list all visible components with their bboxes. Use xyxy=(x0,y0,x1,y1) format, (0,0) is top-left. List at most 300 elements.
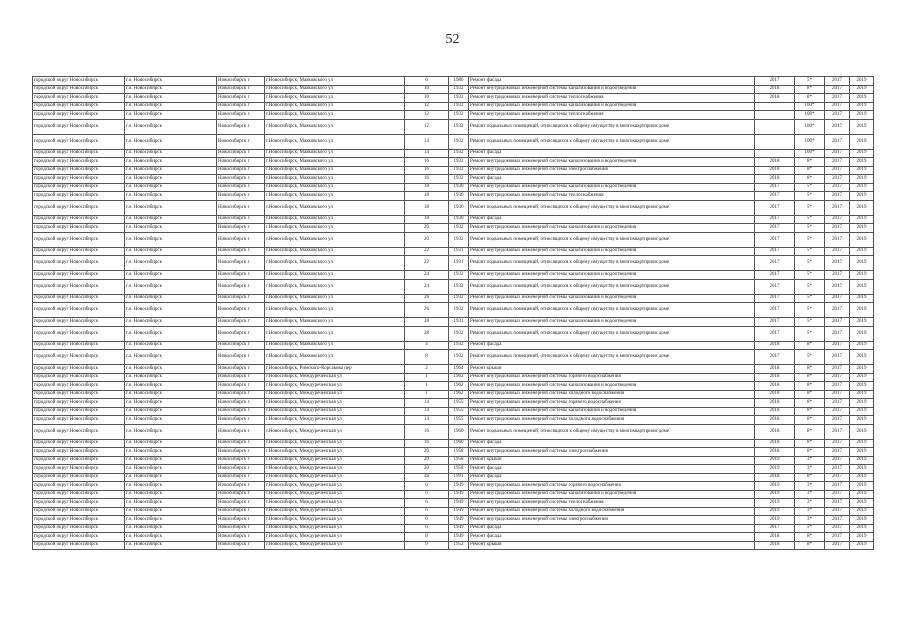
settlement-cell: Новосибирск г xyxy=(217,200,265,215)
municipal-district-cell: городской округ Новосибирск xyxy=(33,256,125,271)
address-cell: г.Новосибирск, Междуреченская ул xyxy=(265,439,405,448)
start-year-cell: 2017 xyxy=(825,524,850,533)
house-number-cell: 6 xyxy=(405,507,449,516)
settlement-cell: Новосибирск г xyxy=(217,541,265,550)
build-year-cell: 1931 xyxy=(449,318,469,327)
start-year-cell: 2017 xyxy=(825,399,850,408)
cost-share-cell: 5* xyxy=(795,294,825,303)
table-row xyxy=(33,94,874,103)
municipal-district-cell: городской округ Новосибирск xyxy=(33,102,125,111)
house-number-cell: 18 xyxy=(405,215,449,224)
plan-period-cell: 2017 xyxy=(755,350,795,365)
work-type-cell: Ремонт подвальных помещений, относящихся к общему имуществу в многоквартирном доме xyxy=(469,350,755,365)
house-number-cell: 6 xyxy=(405,499,449,508)
settlement-cell: Новосибирск г xyxy=(217,424,265,439)
municipal-district-cell: городской округ Новосибирск xyxy=(33,499,125,508)
cost-share-cell: 3* xyxy=(795,456,825,465)
house-number-cell: 6 xyxy=(405,524,449,533)
work-type-cell: Ремонт внутридомовых инженерной системы горячего водоснабжения xyxy=(469,373,755,382)
build-year-cell: 1932 xyxy=(449,294,469,303)
cost-share-cell: 3* xyxy=(795,482,825,491)
plan-period-cell: 2017 xyxy=(755,183,795,192)
settlement-cell: Новосибирск г xyxy=(217,318,265,327)
table-row xyxy=(33,200,874,215)
cost-share-cell: 100* xyxy=(795,149,825,158)
municipal-district-cell: городской округ Новосибирск xyxy=(33,365,125,374)
settlement-cell: Новосибирск г xyxy=(217,407,265,416)
address-cell: г.Новосибирск, Междуреченская ул xyxy=(265,456,405,465)
table-row xyxy=(33,350,874,365)
end-year-cell: 2019 xyxy=(850,482,874,491)
cost-share-cell: 5* xyxy=(795,350,825,365)
municipal-district-cell: городской округ Новосибирск xyxy=(33,541,125,550)
end-year-cell: 2019 xyxy=(850,507,874,516)
start-year-cell: 2017 xyxy=(825,183,850,192)
end-year-cell: 2019 xyxy=(850,279,874,294)
plan-period-cell: 2018 xyxy=(755,533,795,542)
address-cell: г.Новосибирск, Римского-Корсакова пер xyxy=(265,365,405,374)
build-year-cell: 1930 xyxy=(449,183,469,192)
settlement-cell: Новосибирск г xyxy=(217,158,265,167)
start-year-cell: 2017 xyxy=(825,407,850,416)
plan-period-cell: 2019 xyxy=(755,499,795,508)
work-type-cell: Ремонт фасада xyxy=(469,473,755,482)
municipal-unit-cell: г.о. Новосибирск xyxy=(125,200,217,215)
municipal-district-cell: городской округ Новосибирск xyxy=(33,119,125,134)
address-cell: г.Новосибирск, Маяковского ул xyxy=(265,232,405,247)
house-number-cell: 24 xyxy=(405,279,449,294)
start-year-cell: 2017 xyxy=(825,200,850,215)
municipal-district-cell: городской округ Новосибирск xyxy=(33,279,125,294)
municipal-district-cell: городской округ Новосибирск xyxy=(33,482,125,491)
start-year-cell: 2017 xyxy=(825,533,850,542)
end-year-cell: 2019 xyxy=(850,439,874,448)
municipal-unit-cell: г.о. Новосибирск xyxy=(125,85,217,94)
address-cell: г.Новосибирск, Маяковского ул xyxy=(265,200,405,215)
municipal-district-cell: городской округ Новосибирск xyxy=(33,224,125,233)
build-year-cell: 1964 xyxy=(449,365,469,374)
address-cell: г.Новосибирск, Междуреченская ул xyxy=(265,490,405,499)
build-year-cell: 1986 xyxy=(449,77,469,86)
plan-period-cell: 2018 xyxy=(755,424,795,439)
municipal-unit-cell: г.о. Новосибирск xyxy=(125,102,217,111)
municipal-unit-cell: г.о. Новосибирск xyxy=(125,399,217,408)
municipal-district-cell: городской округ Новосибирск xyxy=(33,134,125,149)
work-type-cell: Ремонт внутридомовых инженерной системы канализования и водоотведения xyxy=(469,382,755,391)
work-type-cell: Ремонт внутридомовых инженерной системы теплоснабжения xyxy=(469,94,755,103)
build-year-cell: 1932 xyxy=(449,279,469,294)
build-year-cell: 1958 xyxy=(449,465,469,474)
plan-period-cell: 2018 xyxy=(755,439,795,448)
start-year-cell: 2017 xyxy=(825,303,850,318)
work-type-cell: Ремонт внутридомовых инженерной системы теплоснабжения xyxy=(469,192,755,201)
build-year-cell: 1932 xyxy=(449,111,469,120)
end-year-cell: 2019 xyxy=(850,448,874,457)
build-year-cell: 1932 xyxy=(449,166,469,175)
build-year-cell: 1955 xyxy=(449,407,469,416)
cost-share-cell: 5* xyxy=(795,524,825,533)
house-number-cell: 6 xyxy=(405,490,449,499)
municipal-district-cell: городской округ Новосибирск xyxy=(33,456,125,465)
plan-period-cell: 2017 xyxy=(755,256,795,271)
start-year-cell: 2017 xyxy=(825,541,850,550)
table-row xyxy=(33,224,874,233)
settlement-cell: Новосибирск г xyxy=(217,256,265,271)
settlement-cell: Новосибирск г xyxy=(217,94,265,103)
start-year-cell: 2017 xyxy=(825,416,850,425)
work-type-cell: Ремонт фасада xyxy=(469,149,755,158)
house-number-cell: 12 xyxy=(405,111,449,120)
municipal-unit-cell: г.о. Новосибирск xyxy=(125,149,217,158)
settlement-cell: Новосибирск г xyxy=(217,482,265,491)
cost-share-cell: 5* xyxy=(795,271,825,280)
municipal-unit-cell: г.о. Новосибирск xyxy=(125,533,217,542)
end-year-cell: 2019 xyxy=(850,232,874,247)
municipal-unit-cell: г.о. Новосибирск xyxy=(125,303,217,318)
house-number-cell: 16 xyxy=(405,175,449,184)
settlement-cell: Новосибирск г xyxy=(217,183,265,192)
house-number-cell: 26 xyxy=(405,294,449,303)
end-year-cell: 2019 xyxy=(850,390,874,399)
house-number-cell: 8 xyxy=(405,533,449,542)
work-type-cell: Ремонт внутридомовых инженерной системы канализования и водоотведения xyxy=(469,490,755,499)
municipal-unit-cell: г.о. Новосибирск xyxy=(125,166,217,175)
municipal-district-cell: городской округ Новосибирск xyxy=(33,111,125,120)
plan-period-cell: 2018 xyxy=(755,373,795,382)
build-year-cell: 1932 xyxy=(449,303,469,318)
work-type-cell: Ремонт фасада xyxy=(469,175,755,184)
settlement-cell: Новосибирск г xyxy=(217,473,265,482)
build-year-cell: 1949 xyxy=(449,516,469,525)
settlement-cell: Новосибирск г xyxy=(217,303,265,318)
municipal-district-cell: городской округ Новосибирск xyxy=(33,175,125,184)
cost-share-cell: 5* xyxy=(795,183,825,192)
work-type-cell: Ремонт подвальных помещений, относящихся к общему имуществу в многоквартирном доме xyxy=(469,200,755,215)
start-year-cell: 2017 xyxy=(825,149,850,158)
table-row xyxy=(33,541,874,550)
end-year-cell: 2019 xyxy=(850,158,874,167)
house-number-cell: 16 xyxy=(405,424,449,439)
house-number-cell: 16 xyxy=(405,166,449,175)
work-type-cell: Ремонт внутридомовых инженерной системы холодного водоснабжения xyxy=(469,390,755,399)
table-row xyxy=(33,416,874,425)
house-number-cell: 14 xyxy=(405,407,449,416)
table-row xyxy=(33,399,874,408)
settlement-cell: Новосибирск г xyxy=(217,294,265,303)
table-row xyxy=(33,279,874,294)
municipal-unit-cell: г.о. Новосибирск xyxy=(125,94,217,103)
address-cell: г.Новосибирск, Маяковского ул xyxy=(265,303,405,318)
table-row xyxy=(33,247,874,256)
end-year-cell: 2019 xyxy=(850,350,874,365)
start-year-cell: 2017 xyxy=(825,232,850,247)
address-cell: г.Новосибирск, Междуреченская ул xyxy=(265,373,405,382)
cost-share-cell: 8* xyxy=(795,365,825,374)
end-year-cell: 2019 xyxy=(850,85,874,94)
settlement-cell: Новосибирск г xyxy=(217,365,265,374)
house-number-cell: 16 xyxy=(405,158,449,167)
plan-period-cell: 2019 xyxy=(755,465,795,474)
municipal-unit-cell: г.о. Новосибирск xyxy=(125,119,217,134)
start-year-cell: 2017 xyxy=(825,279,850,294)
municipal-district-cell: городской округ Новосибирск xyxy=(33,407,125,416)
cost-share-cell: 5* xyxy=(795,232,825,247)
settlement-cell: Новосибирск г xyxy=(217,439,265,448)
cost-share-cell: 5* xyxy=(795,77,825,86)
municipal-district-cell: городской округ Новосибирск xyxy=(33,524,125,533)
cost-share-cell: 5* xyxy=(795,279,825,294)
start-year-cell: 2017 xyxy=(825,365,850,374)
municipal-district-cell: городской округ Новосибирск xyxy=(33,416,125,425)
end-year-cell: 2019 xyxy=(850,456,874,465)
start-year-cell: 2017 xyxy=(825,271,850,280)
house-number-cell: 20 xyxy=(405,465,449,474)
table-row xyxy=(33,85,874,94)
cost-share-cell: 8* xyxy=(795,473,825,482)
plan-period-cell: 2019 xyxy=(755,507,795,516)
municipal-unit-cell: г.о. Новосибирск xyxy=(125,473,217,482)
cost-share-cell: 8* xyxy=(795,373,825,382)
build-year-cell: 1932 xyxy=(449,134,469,149)
address-cell: г.Новосибирск, Междуреченская ул xyxy=(265,390,405,399)
address-cell: г.Новосибирск, Маяковского ул xyxy=(265,318,405,327)
house-number-cell: 18 xyxy=(405,200,449,215)
work-type-cell: Ремонт крыши xyxy=(469,365,755,374)
start-year-cell: 2017 xyxy=(825,341,850,350)
start-year-cell: 2017 xyxy=(825,424,850,439)
work-type-cell: Ремонт внутридомовых инженерной системы горячего водоснабжения xyxy=(469,482,755,491)
build-year-cell: 1955 xyxy=(449,416,469,425)
cost-share-cell: 8* xyxy=(795,448,825,457)
house-number-cell: 6 xyxy=(405,482,449,491)
municipal-unit-cell: г.о. Новосибирск xyxy=(125,175,217,184)
table-row xyxy=(33,166,874,175)
cost-share-cell: 8* xyxy=(795,341,825,350)
municipal-district-cell: городской округ Новосибирск xyxy=(33,373,125,382)
address-cell: г.Новосибирск, Маяковского ул xyxy=(265,279,405,294)
table-row xyxy=(33,77,874,86)
plan-period-cell: 2017 xyxy=(755,224,795,233)
start-year-cell: 2017 xyxy=(825,516,850,525)
municipal-unit-cell: г.о. Новосибирск xyxy=(125,507,217,516)
table-row xyxy=(33,365,874,374)
table-row xyxy=(33,215,874,224)
plan-period-cell: 2017 xyxy=(755,318,795,327)
end-year-cell: 2019 xyxy=(850,541,874,550)
end-year-cell: 2019 xyxy=(850,183,874,192)
address-cell: г.Новосибирск, Маяковского ул xyxy=(265,85,405,94)
municipal-district-cell: городской округ Новосибирск xyxy=(33,183,125,192)
municipal-unit-cell: г.о. Новосибирск xyxy=(125,524,217,533)
start-year-cell: 2017 xyxy=(825,448,850,457)
plan-period-cell: 2018 xyxy=(755,94,795,103)
municipal-unit-cell: г.о. Новосибирск xyxy=(125,326,217,341)
cost-share-cell: 8* xyxy=(795,439,825,448)
plan-period-cell: 2017 xyxy=(755,326,795,341)
address-cell: г.Новосибирск, Маяковского ул xyxy=(265,134,405,149)
address-cell: г.Новосибирск, Маяковского ул xyxy=(265,350,405,365)
municipal-unit-cell: г.о. Новосибирск xyxy=(125,111,217,120)
house-number-cell: 14 xyxy=(405,416,449,425)
address-cell: г.Новосибирск, Маяковского ул xyxy=(265,149,405,158)
cost-share-cell: 5* xyxy=(795,247,825,256)
end-year-cell: 2019 xyxy=(850,533,874,542)
table-row xyxy=(33,158,874,167)
municipal-district-cell: городской округ Новосибирск xyxy=(33,399,125,408)
end-year-cell: 2019 xyxy=(850,119,874,134)
end-year-cell: 2019 xyxy=(850,373,874,382)
municipal-district-cell: городской округ Новосибирск xyxy=(33,247,125,256)
end-year-cell: 2019 xyxy=(850,326,874,341)
settlement-cell: Новосибирск г xyxy=(217,232,265,247)
cost-share-cell: 5* xyxy=(795,318,825,327)
address-cell: г.Новосибирск, Маяковского ул xyxy=(265,77,405,86)
end-year-cell: 2019 xyxy=(850,399,874,408)
table-row xyxy=(33,482,874,491)
municipal-district-cell: городской округ Новосибирск xyxy=(33,473,125,482)
plan-period-cell: 2017 xyxy=(755,271,795,280)
municipal-unit-cell: г.о. Новосибирск xyxy=(125,215,217,224)
municipal-unit-cell: г.о. Новосибирск xyxy=(125,183,217,192)
end-year-cell: 2019 xyxy=(850,111,874,120)
settlement-cell: Новосибирск г xyxy=(217,247,265,256)
house-number-cell: 10 xyxy=(405,94,449,103)
house-number-cell: 14 xyxy=(405,149,449,158)
table-row xyxy=(33,119,874,134)
plan-period-cell: 2017 xyxy=(755,247,795,256)
plan-period-cell: 2017 xyxy=(755,232,795,247)
address-cell: г.Новосибирск, Маяковского ул xyxy=(265,271,405,280)
house-number-cell: 18 xyxy=(405,183,449,192)
settlement-cell: Новосибирск г xyxy=(217,499,265,508)
settlement-cell: Новосибирск г xyxy=(217,175,265,184)
work-type-cell: Ремонт внутридомовых инженерной системы канализования и водоотведения xyxy=(469,294,755,303)
end-year-cell: 2019 xyxy=(850,465,874,474)
address-cell: г.Новосибирск, Маяковского ул xyxy=(265,192,405,201)
municipal-district-cell: городской округ Новосибирск xyxy=(33,294,125,303)
table-row xyxy=(33,524,874,533)
municipal-unit-cell: г.о. Новосибирск xyxy=(125,465,217,474)
settlement-cell: Новосибирск г xyxy=(217,390,265,399)
plan-period-cell xyxy=(755,119,795,134)
build-year-cell: 1952 xyxy=(449,541,469,550)
table-row xyxy=(33,326,874,341)
municipal-district-cell: городской округ Новосибирск xyxy=(33,158,125,167)
settlement-cell: Новосибирск г xyxy=(217,507,265,516)
plan-period-cell: 2017 xyxy=(755,77,795,86)
end-year-cell: 2019 xyxy=(850,499,874,508)
table-row xyxy=(33,294,874,303)
municipal-district-cell: городской округ Новосибирск xyxy=(33,166,125,175)
work-type-cell: Ремонт подвальных помещений, относящихся к общему имуществу в многоквартирном доме xyxy=(469,279,755,294)
address-cell: г.Новосибирск, Междуреченская ул xyxy=(265,524,405,533)
start-year-cell: 2017 xyxy=(825,490,850,499)
settlement-cell: Новосибирск г xyxy=(217,465,265,474)
build-year-cell: 1932 xyxy=(449,158,469,167)
house-number-cell: 20 xyxy=(405,456,449,465)
municipal-district-cell: городской округ Новосибирск xyxy=(33,390,125,399)
build-year-cell: 1960 xyxy=(449,439,469,448)
start-year-cell: 2017 xyxy=(825,134,850,149)
start-year-cell: 2017 xyxy=(825,119,850,134)
work-type-cell: Ремонт внутридомовых инженерной системы электроснабжения xyxy=(469,516,755,525)
address-cell: г.Новосибирск, Маяковского ул xyxy=(265,183,405,192)
table-row xyxy=(33,424,874,439)
house-number-cell: 2 xyxy=(405,365,449,374)
start-year-cell: 2017 xyxy=(825,224,850,233)
address-cell: г.Новосибирск, Междуреченская ул xyxy=(265,465,405,474)
cost-share-cell: 3* xyxy=(795,507,825,516)
address-cell: г.Новосибирск, Междуреченская ул xyxy=(265,541,405,550)
build-year-cell: 1949 xyxy=(449,533,469,542)
municipal-unit-cell: г.о. Новосибирск xyxy=(125,247,217,256)
end-year-cell: 2019 xyxy=(850,175,874,184)
municipal-district-cell: городской округ Новосибирск xyxy=(33,326,125,341)
house-number-cell: 22 xyxy=(405,256,449,271)
address-cell: г.Новосибирск, Междуреченская ул xyxy=(265,448,405,457)
address-cell: г.Новосибирск, Маяковского ул xyxy=(265,294,405,303)
cost-share-cell: 8* xyxy=(795,541,825,550)
municipal-unit-cell: г.о. Новосибирск xyxy=(125,407,217,416)
house-number-cell: 6 xyxy=(405,77,449,86)
work-type-cell: Ремонт фасада xyxy=(469,341,755,350)
settlement-cell: Новосибирск г xyxy=(217,271,265,280)
table-row xyxy=(33,456,874,465)
settlement-cell: Новосибирск г xyxy=(217,149,265,158)
table-row xyxy=(33,499,874,508)
end-year-cell: 2019 xyxy=(850,303,874,318)
build-year-cell: 1962 xyxy=(449,390,469,399)
cost-share-cell: 8* xyxy=(795,399,825,408)
build-year-cell: 1949 xyxy=(449,490,469,499)
plan-period-cell: 2018 xyxy=(755,448,795,457)
build-year-cell: 1955 xyxy=(449,399,469,408)
cost-share-cell: 5* xyxy=(795,303,825,318)
table-row xyxy=(33,149,874,158)
cost-share-cell: 8* xyxy=(795,416,825,425)
address-cell: г.Новосибирск, Маяковского ул xyxy=(265,341,405,350)
municipal-unit-cell: г.о. Новосибирск xyxy=(125,256,217,271)
cost-share-cell: 100* xyxy=(795,111,825,120)
plan-period-cell: 2017 xyxy=(755,192,795,201)
house-number-cell: 1 xyxy=(405,382,449,391)
start-year-cell: 2017 xyxy=(825,382,850,391)
end-year-cell: 2019 xyxy=(850,524,874,533)
work-type-cell: Ремонт внутридомовых инженерной системы канализования и водоотведения xyxy=(469,318,755,327)
house-number-cell: 28 xyxy=(405,326,449,341)
end-year-cell: 2019 xyxy=(850,341,874,350)
table-row xyxy=(33,390,874,399)
address-cell: г.Новосибирск, Маяковского ул xyxy=(265,111,405,120)
settlement-cell: Новосибирск г xyxy=(217,134,265,149)
start-year-cell: 2017 xyxy=(825,507,850,516)
work-type-cell: Ремонт крыши xyxy=(469,456,755,465)
start-year-cell: 2017 xyxy=(825,326,850,341)
municipal-unit-cell: г.о. Новосибирск xyxy=(125,516,217,525)
municipal-district-cell: городской округ Новосибирск xyxy=(33,350,125,365)
municipal-unit-cell: г.о. Новосибирск xyxy=(125,382,217,391)
house-number-cell: 16 xyxy=(405,439,449,448)
cost-share-cell: 8* xyxy=(795,175,825,184)
municipal-unit-cell: г.о. Новосибирск xyxy=(125,271,217,280)
work-type-cell: Ремонт внутридомовых инженерной системы канализования и водоотведения xyxy=(469,271,755,280)
work-type-cell: Ремонт внутридомовых инженерной системы канализования и водоотведения xyxy=(469,183,755,192)
address-cell: г.Новосибирск, Маяковского ул xyxy=(265,158,405,167)
build-year-cell: 1932 xyxy=(449,341,469,350)
municipal-district-cell: городской округ Новосибирск xyxy=(33,318,125,327)
municipal-district-cell: городской округ Новосибирск xyxy=(33,507,125,516)
cost-share-cell: 5* xyxy=(795,192,825,201)
